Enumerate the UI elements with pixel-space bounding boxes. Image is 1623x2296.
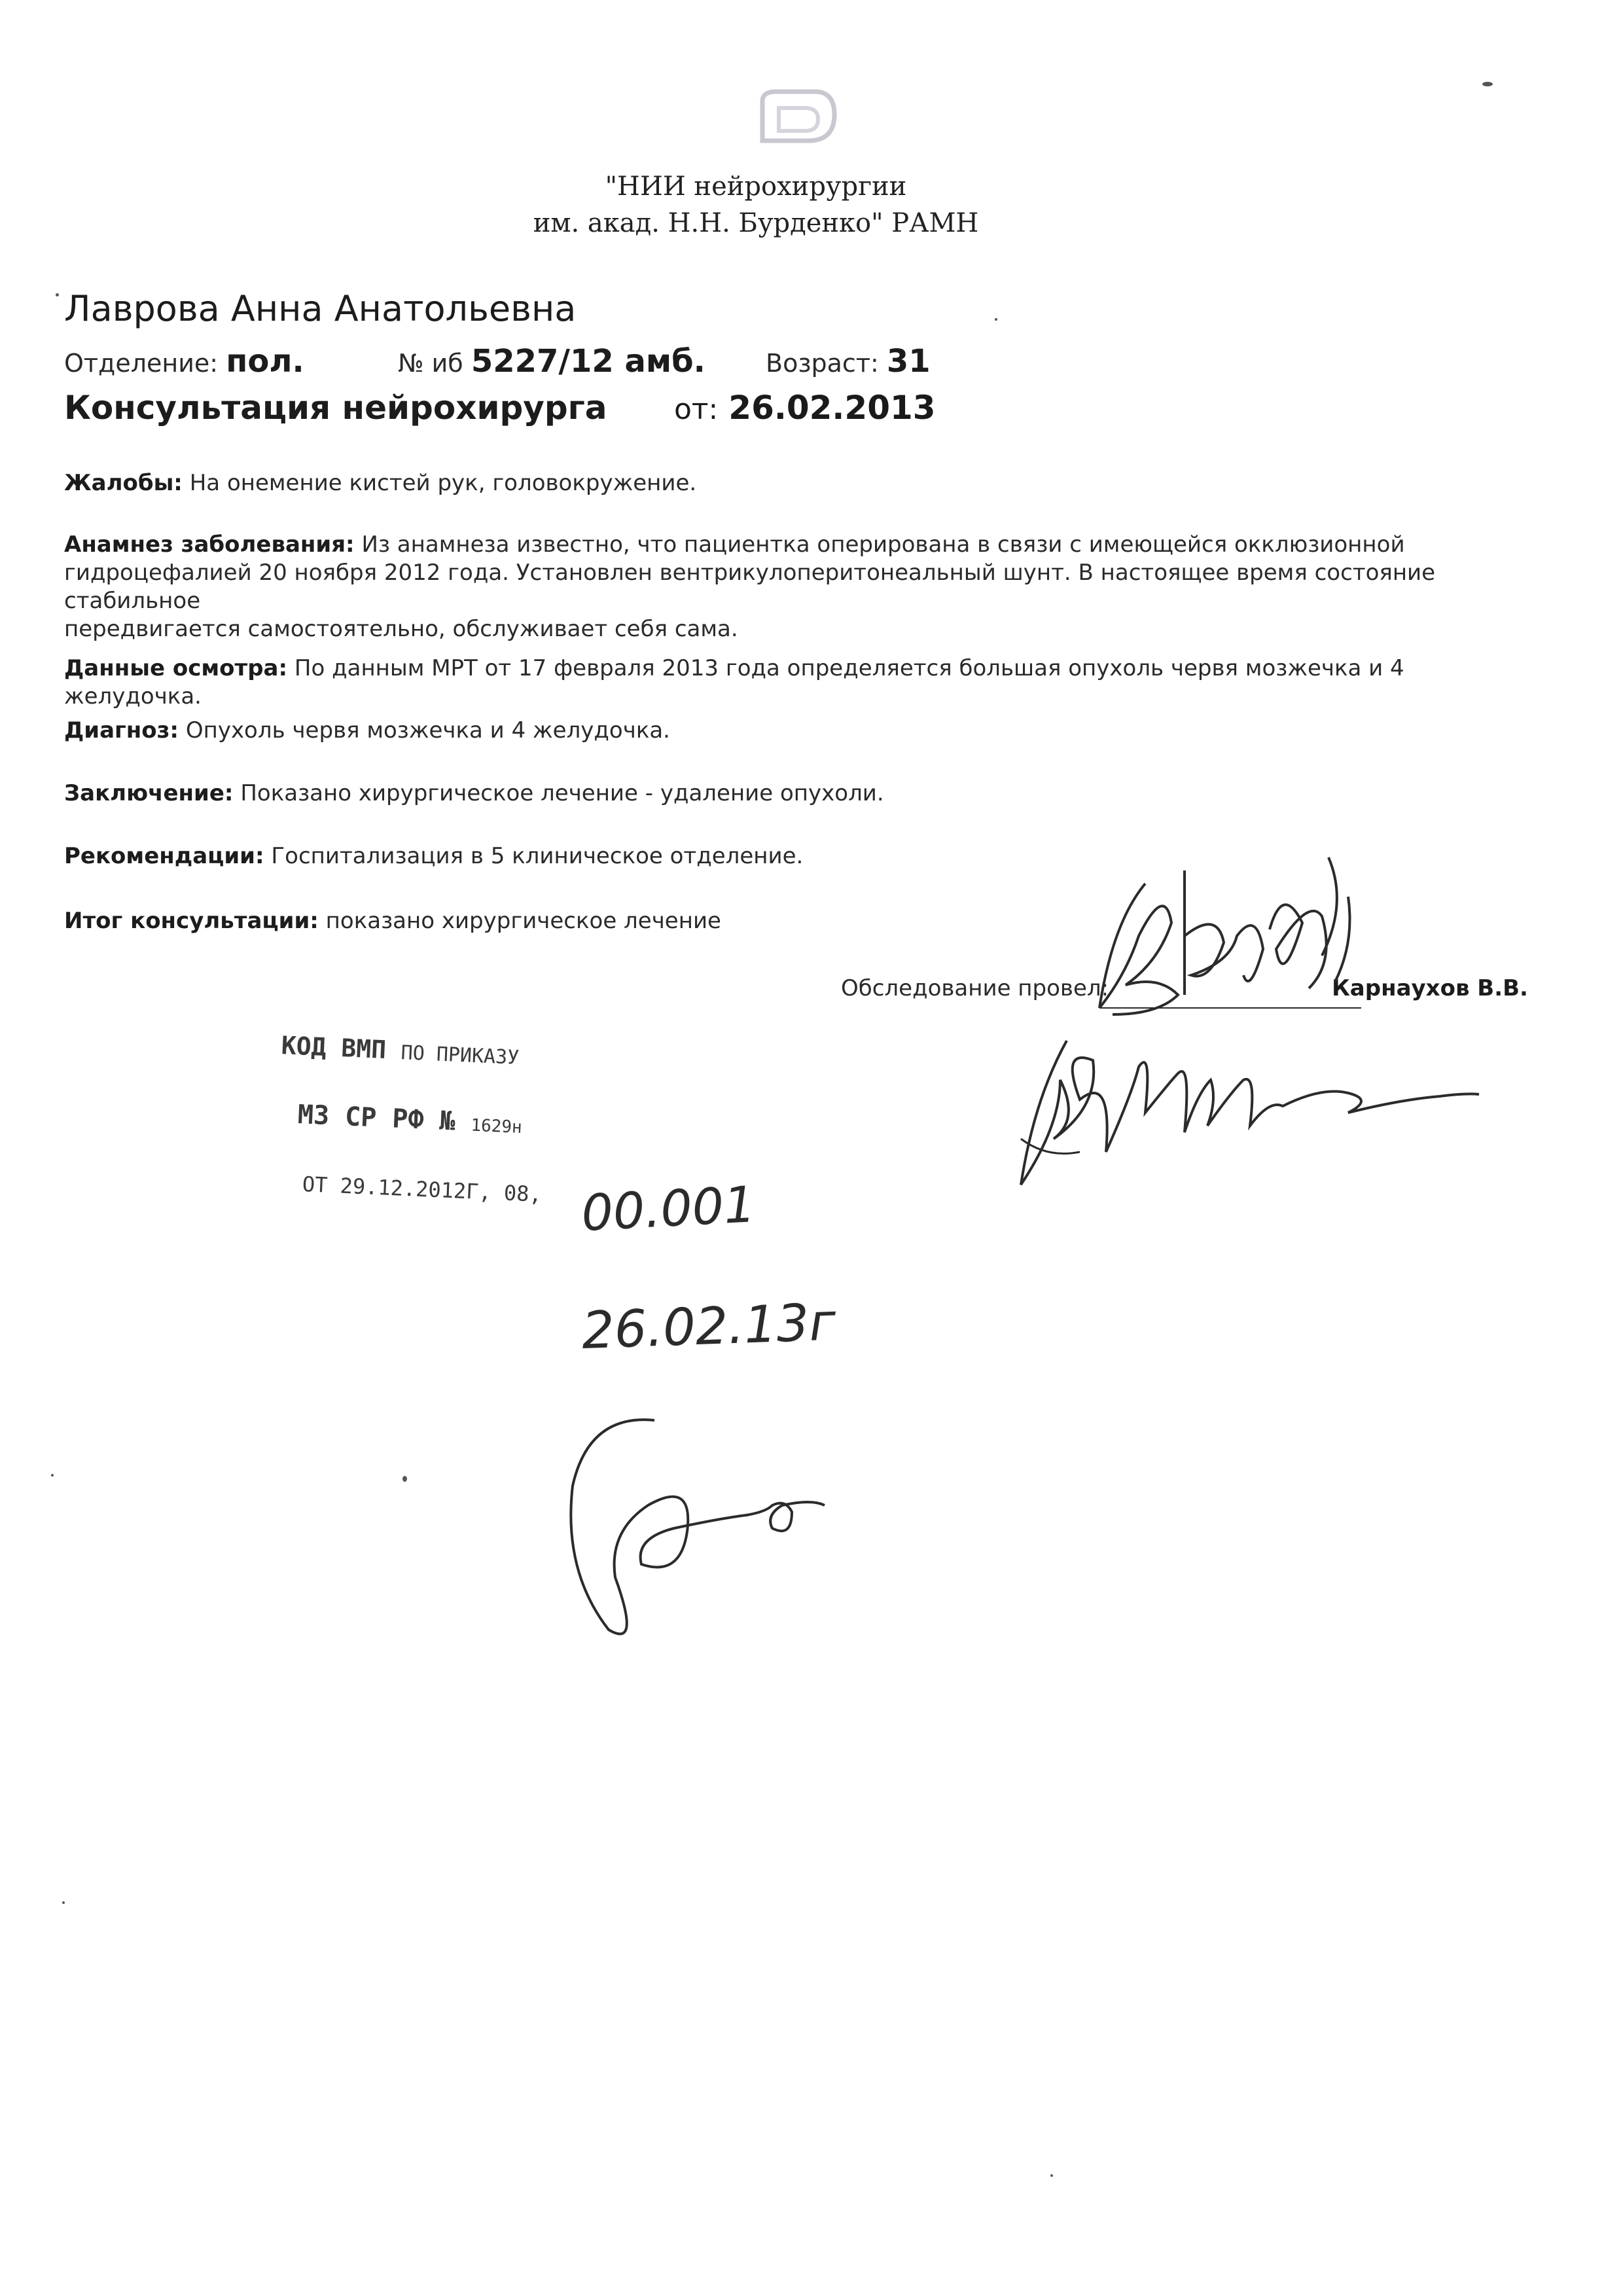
complaints-section — [64, 469, 1524, 497]
recommendations-text: Госпитализация в 5 клиническое отделение. — [271, 843, 804, 869]
anamnesis-label: Анамнез заболевания: — [64, 531, 355, 558]
stamp-line2 — [297, 1100, 523, 1139]
examination-text: По данным МРТ от 17 февраля 2013 года определяется большая опухоль червя мозжечка и 4 желудочка. — [64, 655, 1404, 709]
handwritten-date — [576, 1293, 851, 1378]
institute-logo-icon — [743, 79, 847, 157]
age-value: 31 — [886, 343, 931, 380]
conclusion-label: Заключение: — [64, 780, 234, 806]
handwritten-code — [576, 1175, 798, 1257]
scan-speck — [56, 293, 59, 296]
age-field — [766, 343, 931, 380]
outcome-label: Итог консультации: — [64, 908, 319, 934]
institute-name-line1: "НИИ нейрохирургии — [605, 171, 907, 202]
stamp-order-number: 1629н — [470, 1115, 523, 1138]
conclusion-section — [64, 780, 1524, 808]
department-label: Отделение: — [64, 349, 219, 378]
large-signature-scribble-icon — [982, 1021, 1492, 1217]
examiner-name: Карнаухов В.В. — [1332, 975, 1528, 1001]
examination-label: Данные осмотра: — [64, 655, 288, 681]
outcome-text: показано хирургическое лечение — [325, 908, 721, 934]
age-label: Возраст: — [766, 349, 879, 378]
patient-name: Лаврова Анна Анатольевна — [64, 288, 577, 329]
anamnesis-line2: гидроцефалией 20 ноября 2012 года. Установлен вентрикулоперитонеальный шунт. В настоящее время состояние стабильное — [64, 560, 1436, 614]
handwritten-date-text: 26.02.13г — [580, 1293, 837, 1361]
stamp-order-label: ПО ПРИКАЗУ — [400, 1041, 520, 1069]
scan-speck — [402, 1476, 407, 1482]
consultation-title: Консультация нейрохирурга — [64, 389, 607, 427]
record-value: 5227/12 амб. — [471, 343, 705, 380]
scan-speck — [51, 1474, 54, 1477]
recommendations-label: Рекомендации: — [64, 843, 264, 869]
consultation-date-label: от: — [674, 393, 719, 426]
anamnesis-line3: передвигается самостоятельно, обслуживает себя сама. — [64, 616, 738, 642]
loop-signature-icon — [537, 1407, 864, 1656]
diagnosis-section — [64, 717, 1524, 745]
diagnosis-text: Опухоль червя мозжечка и 4 желудочка. — [185, 717, 670, 744]
stamp-line3: ОТ 29.12.2012Г, 08, — [302, 1172, 543, 1207]
department-value: пол. — [226, 343, 304, 380]
stamp-ministry-label: МЗ СР РФ № — [296, 1100, 456, 1137]
examined-by-label: Обследование провел: — [841, 975, 1109, 1001]
examination-section — [64, 655, 1524, 711]
complaints-label: Жалобы: — [64, 470, 183, 496]
scan-speck — [1050, 2174, 1053, 2177]
diagnosis-label: Диагноз: — [64, 717, 179, 744]
scan-speck — [1482, 82, 1493, 86]
scan-speck — [62, 1901, 65, 1904]
department-field — [64, 343, 304, 380]
conclusion-text: Показано хирургическое лечение - удаление опухоли. — [240, 780, 884, 806]
complaints-text: На онемение кистей рук, головокружение. — [189, 470, 697, 496]
handwritten-code-text: 00.001 — [580, 1175, 757, 1242]
institute-name-line2: им. акад. Н.Н. Бурденко" РАМН — [533, 208, 979, 238]
stamp-line1 — [281, 1031, 520, 1070]
consultation-date-value: 26.02.2013 — [728, 389, 936, 427]
stamp-code-label: КОД ВМП — [281, 1031, 387, 1064]
consultation-date — [674, 389, 936, 427]
record-number-field — [398, 343, 705, 380]
anamnesis-section — [64, 531, 1524, 643]
record-label: № иб — [398, 349, 463, 378]
anamnesis-line1: Из анамнеза известно, что пациентка оперирована в связи с имеющейся окклюзионной — [361, 531, 1405, 558]
scan-speck — [995, 318, 997, 321]
